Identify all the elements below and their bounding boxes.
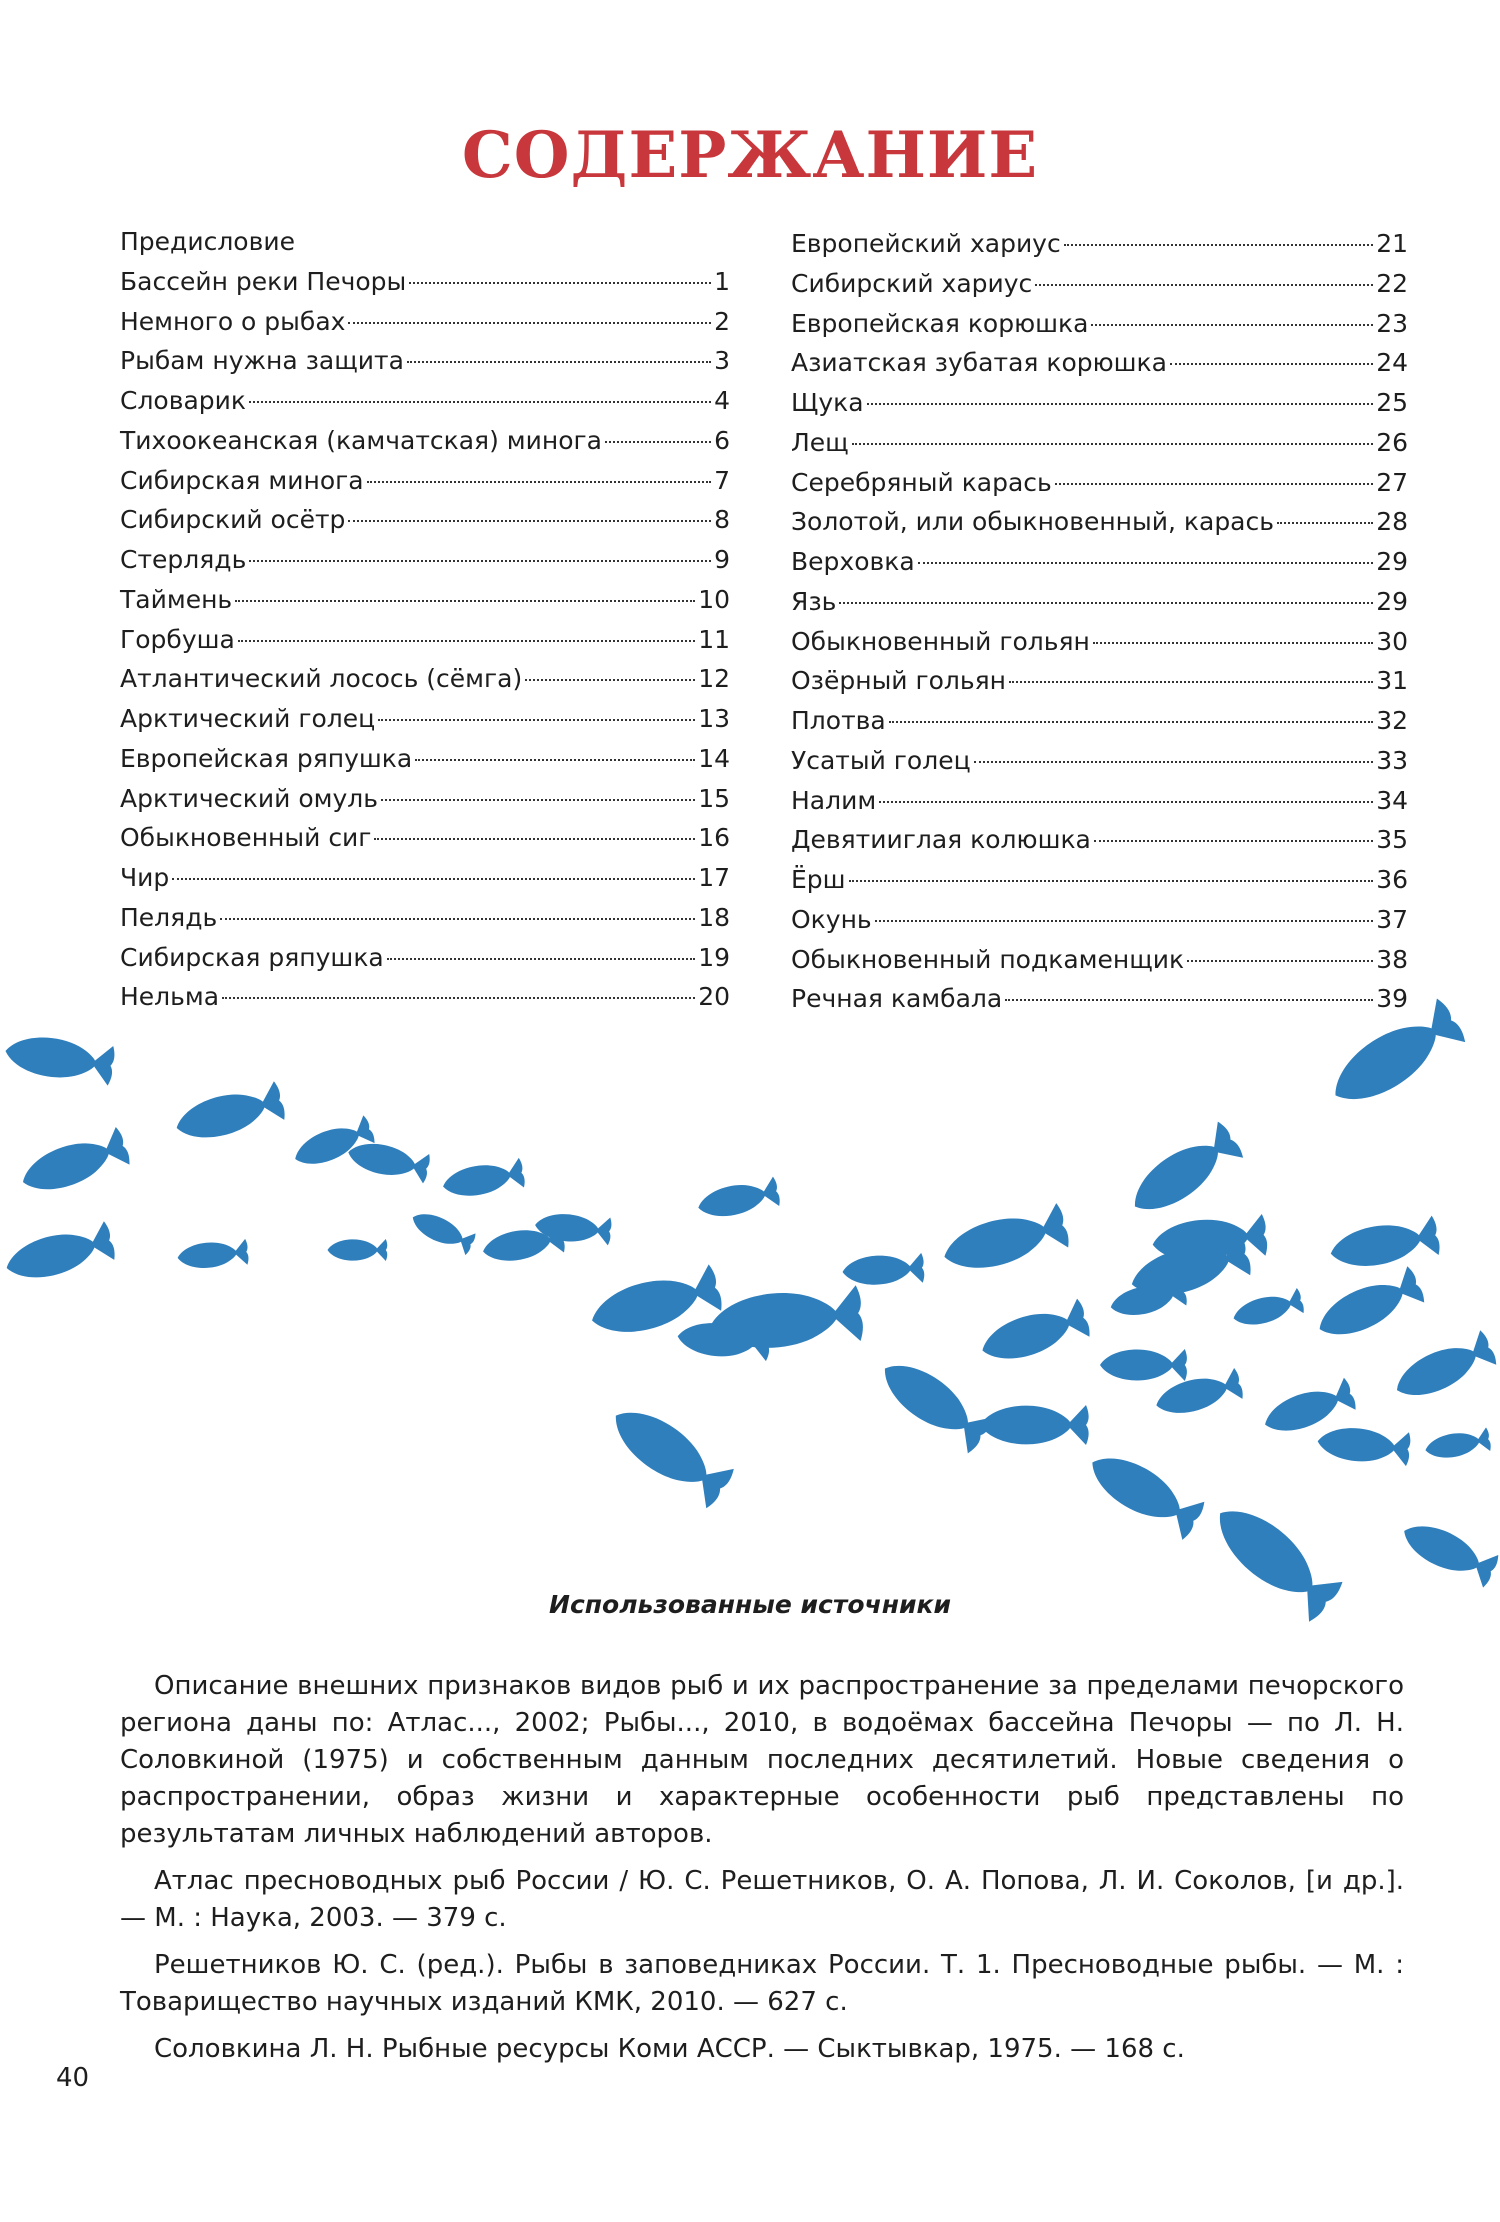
- toc-entry-page: 23: [1376, 308, 1408, 338]
- fish-icon: [345, 1138, 431, 1184]
- toc-dot-leader: [525, 679, 695, 681]
- toc-entry-title: Усатый голец: [791, 745, 971, 775]
- toc-dot-leader: [918, 562, 1374, 564]
- toc-entry-page: 7: [714, 465, 730, 495]
- toc-dot-leader: [1091, 324, 1373, 326]
- fish-icon: [1152, 1367, 1244, 1420]
- fish-icon: [976, 1298, 1092, 1370]
- toc-entry: [791, 781, 1408, 821]
- toc-dot-leader: [374, 838, 695, 840]
- toc-entry: [120, 938, 730, 978]
- toc-entry: [120, 540, 730, 580]
- toc-entry-title: Европейская ряпушка: [120, 743, 413, 773]
- toc-dot-leader: [1170, 363, 1373, 365]
- toc-dot-leader: [172, 878, 695, 880]
- toc-dot-leader: [1035, 284, 1373, 286]
- toc-dot-leader: [367, 481, 712, 483]
- toc-entry: [791, 582, 1408, 622]
- toc-dot-leader: [249, 401, 711, 403]
- toc-entry-title: Немного о рыбах: [120, 306, 346, 336]
- fish-icon: [980, 1405, 1089, 1445]
- fish-icon: [328, 1239, 388, 1261]
- toc-dot-leader: [409, 282, 711, 284]
- toc-entry: [791, 860, 1408, 900]
- toc-dot-leader: [867, 403, 1374, 405]
- fish-icon: [872, 1350, 995, 1455]
- toc-entry: [791, 542, 1408, 582]
- toc-entry-title: Арктический омуль: [120, 783, 378, 813]
- toc-entry: [791, 224, 1408, 264]
- toc-entry-title: Озёрный гольян: [791, 666, 1007, 696]
- toc-entry-page: 2: [714, 306, 730, 336]
- toc-entry-title: Сибирская ряпушка: [120, 942, 384, 972]
- fish-icon: [602, 1396, 736, 1510]
- toc-entry-title: Азиатская зубатая корюшка: [791, 348, 1167, 378]
- fish-icon: [440, 1158, 525, 1202]
- toc-entry-page: 34: [1376, 785, 1408, 815]
- toc-dot-leader: [852, 443, 1373, 445]
- fish-icon: [695, 1176, 781, 1222]
- toc-entry: [120, 421, 730, 461]
- toc-dot-leader: [348, 520, 711, 522]
- toc-entry: [791, 741, 1408, 781]
- fish-icon: [172, 1081, 287, 1148]
- toc-entry: [791, 502, 1408, 542]
- toc-entry-title: Обыкновенный сиг: [120, 823, 372, 853]
- fish-icon: [1100, 1349, 1187, 1381]
- toc-entry-title: Горбуша: [120, 624, 235, 654]
- toc-entry-title: Тихоокеанская (камчатская) минога: [120, 425, 602, 455]
- toc-dot-leader: [1277, 522, 1373, 524]
- toc-entry-title: Обыкновенный гольян: [791, 626, 1090, 656]
- toc-entry: [120, 659, 730, 699]
- toc-entry: [120, 341, 730, 381]
- toc-dot-leader: [849, 880, 1374, 882]
- toc-entry-title: Девятииглая колюшка: [791, 825, 1091, 855]
- toc-entry-page: 10: [698, 584, 730, 614]
- toc-entry-page: 33: [1376, 745, 1408, 775]
- fish-icon: [1321, 997, 1468, 1118]
- toc-entry-page: 21: [1376, 229, 1408, 258]
- toc-left-column: [120, 222, 730, 1017]
- fish-icon: [2, 1221, 117, 1288]
- toc-entry-page: 3: [714, 346, 730, 376]
- toc-entry-page: 25: [1376, 388, 1408, 417]
- fish-icon: [1389, 1329, 1499, 1407]
- toc-entry-title: Чир: [120, 863, 170, 892]
- toc-dot-leader: [875, 920, 1374, 922]
- toc-entry-title: Плотва: [791, 706, 886, 735]
- fish-icon: [176, 1239, 249, 1271]
- toc-entry-page: 11: [698, 624, 730, 654]
- toc-entry: [120, 739, 730, 779]
- toc-entry-title: Сибирская минога: [120, 465, 364, 495]
- toc-entry-title: Серебряный карась: [791, 467, 1052, 497]
- toc-entry: [791, 701, 1408, 741]
- toc-entry-title: Обыкновенный подкаменщик: [791, 944, 1185, 974]
- sources-paragraph: Атлас пресноводных рыб России / Ю. С. Решетников, О. А. Попова, Л. И. Соколов, [и др.]. — М. : Наука, 2003. — 379 с.: [120, 1866, 1404, 1933]
- toc-entry: [791, 820, 1408, 860]
- toc-entry-title: Предисловие: [120, 227, 295, 256]
- toc-entry: [791, 622, 1408, 662]
- toc-entry: [120, 461, 730, 501]
- toc-entry-page: 17: [698, 863, 730, 892]
- toc-entry: [120, 500, 730, 540]
- toc-entry-page: 31: [1376, 666, 1408, 696]
- toc-dot-leader: [348, 322, 711, 324]
- fish-icon: [1122, 1120, 1245, 1225]
- toc-entry-page: 32: [1376, 706, 1408, 735]
- toc-dot-leader: [889, 721, 1373, 723]
- toc-entry-page: 24: [1376, 348, 1408, 378]
- toc-entry-page: 30: [1376, 626, 1408, 656]
- fish-icon: [1327, 1215, 1441, 1273]
- toc-entry: [120, 222, 730, 262]
- toc-dot-leader: [387, 958, 695, 960]
- toc-entry: [120, 699, 730, 739]
- page-title: СОДЕРЖАНИЕ: [461, 118, 1039, 193]
- toc-dot-leader: [415, 759, 695, 761]
- toc-entry-title: Ёрш: [791, 865, 846, 894]
- toc-entry: [120, 580, 730, 620]
- toc-entry-page: 39: [1376, 984, 1408, 1014]
- toc-dot-leader: [1187, 960, 1373, 962]
- toc-dot-leader: [378, 719, 695, 721]
- toc-entry-page: 12: [698, 664, 730, 694]
- toc-entry: [120, 898, 730, 938]
- toc-entry-page: 27: [1376, 467, 1408, 497]
- toc-entry-page: 38: [1376, 944, 1408, 974]
- toc-dot-leader: [1093, 642, 1373, 644]
- toc-dot-leader: [1094, 840, 1373, 842]
- toc-entry: [120, 858, 730, 898]
- toc-entry: [791, 940, 1408, 980]
- toc-entry: [791, 463, 1408, 503]
- fish-icon: [842, 1253, 925, 1287]
- toc-entry: [120, 779, 730, 819]
- toc-entry: [120, 381, 730, 421]
- toc-entry-page: 1: [714, 266, 730, 296]
- toc-entry-title: Бассейн реки Печоры: [120, 266, 407, 296]
- toc-entry-title: Европейский хариус: [791, 229, 1061, 258]
- toc-entry: [120, 818, 730, 858]
- toc-entry-page: 29: [1376, 586, 1408, 616]
- toc-entry-page: 16: [698, 823, 730, 853]
- fish-icon: [1081, 1443, 1206, 1541]
- toc-entry-title: Атлантический лосось (сёмга): [120, 664, 523, 694]
- toc-dot-leader: [605, 441, 711, 443]
- toc-dot-leader: [220, 918, 695, 920]
- toc-entry-title: Нельма: [120, 982, 220, 1012]
- sources-paragraph: Решетников Ю. С. (ред.). Рыбы в заповедниках России. Т. 1. Пресноводные рыбы. — М. : Товарищество научных изданий КМК, 2010. — 627 с.: [120, 1950, 1404, 2017]
- toc-entry-title: Язь: [791, 586, 837, 616]
- toc-entry-page: 36: [1376, 865, 1408, 894]
- toc-entry-title: Лещ: [791, 427, 849, 457]
- toc-entry-page: 15: [698, 783, 730, 813]
- toc-dot-leader: [238, 640, 695, 642]
- sources-body: [120, 1668, 1404, 2078]
- toc-entry-title: Верховка: [791, 547, 915, 576]
- toc-entry: [791, 423, 1408, 463]
- toc-entry: [120, 620, 730, 660]
- toc-entry-title: Сибирский осётр: [120, 505, 346, 535]
- toc-entry-page: 19: [698, 942, 730, 972]
- toc-entry-title: Стерлядь: [120, 545, 247, 574]
- toc-entry-page: 9: [714, 545, 730, 574]
- toc-entry-page: 29: [1376, 547, 1408, 576]
- toc-entry-title: Золотой, или обыкновенный, карась: [791, 507, 1274, 537]
- page-number: 40: [56, 2063, 90, 2093]
- toc-dot-leader: [974, 761, 1374, 763]
- toc-entry-page: 35: [1376, 825, 1408, 855]
- toc-dot-leader: [839, 602, 1373, 604]
- toc-dot-leader: [879, 801, 1373, 803]
- toc-entry: [791, 900, 1408, 940]
- fish-icon: [3, 1031, 116, 1086]
- toc-entry-title: Щука: [791, 388, 864, 417]
- fish-icon: [16, 1126, 132, 1201]
- toc-entry-title: Европейская корюшка: [791, 308, 1089, 338]
- toc-entry-page: 13: [698, 704, 730, 733]
- toc-entry-page: 26: [1376, 427, 1408, 457]
- toc-dot-leader: [1009, 681, 1373, 683]
- toc-entry-page: 14: [698, 743, 730, 773]
- toc-entry: [791, 383, 1408, 423]
- toc-right-column: [791, 224, 1408, 1019]
- toc-entry-title: Речная камбала: [791, 984, 1003, 1014]
- fish-icon: [1397, 1515, 1500, 1589]
- toc-dot-leader: [1064, 244, 1373, 246]
- fish-school-illustration: [0, 990, 1500, 1650]
- sources-paragraph: Описание внешних признаков видов рыб и их распространение за пределами печорского региона даны по: Атлас..., 2002; Рыбы..., 2010, в водоёмах бассейна Печоры — по Л. Н. Соловкиной (1975) и собственным данным последних десятилетий. Новые сведения о распространении, образ жизни и характерные особенности рыб представлены по результатам личных наблюдений авторов.: [120, 1671, 1404, 1849]
- toc-entry-title: Окунь: [791, 904, 872, 934]
- toc-entry-page: 37: [1376, 904, 1408, 934]
- toc-entry: [120, 262, 730, 302]
- toc-entry: [791, 264, 1408, 304]
- fish-icon: [408, 1206, 477, 1255]
- fish-icon: [1423, 1427, 1491, 1462]
- toc-entry: [791, 661, 1408, 701]
- toc-entry-page: 4: [714, 386, 730, 415]
- toc-entry-title: Таймень: [120, 584, 233, 614]
- toc-entry-title: Налим: [791, 785, 877, 815]
- toc-entry-title: Словарик: [120, 386, 247, 415]
- toc-dot-leader: [1055, 483, 1373, 485]
- toc-entry: [120, 302, 730, 342]
- sources-paragraph: Соловкина Л. Н. Рыбные ресурсы Коми АССР. — Сыктывкар, 1975. — 168 с.: [154, 2034, 1185, 2064]
- toc-entry-title: Рыбам нужна защита: [120, 346, 404, 376]
- toc-entry-page: 22: [1376, 268, 1408, 298]
- toc-dot-leader: [249, 560, 711, 562]
- toc-entry-title: Пелядь: [120, 902, 218, 932]
- toc-entry-page: 8: [714, 505, 730, 535]
- fish-icon: [939, 1202, 1072, 1279]
- fish-icon: [1316, 1424, 1411, 1466]
- toc-entry-page: 28: [1376, 507, 1408, 537]
- toc-entry-title: Сибирский хариус: [791, 268, 1033, 298]
- toc-entry: [791, 304, 1408, 344]
- sources-heading: Использованные источники: [549, 1590, 951, 1619]
- fish-icon: [1311, 1265, 1426, 1347]
- toc-entry: [791, 343, 1408, 383]
- toc-dot-leader: [381, 799, 695, 801]
- toc-entry-page: 6: [714, 425, 730, 455]
- fish-icon: [1230, 1288, 1305, 1331]
- toc-entry-title: Арктический голец: [120, 704, 376, 733]
- toc-dot-leader: [407, 361, 711, 363]
- toc-dot-leader: [235, 600, 695, 602]
- toc-entry-page: 18: [698, 902, 730, 932]
- toc-entry-page: 20: [698, 982, 730, 1012]
